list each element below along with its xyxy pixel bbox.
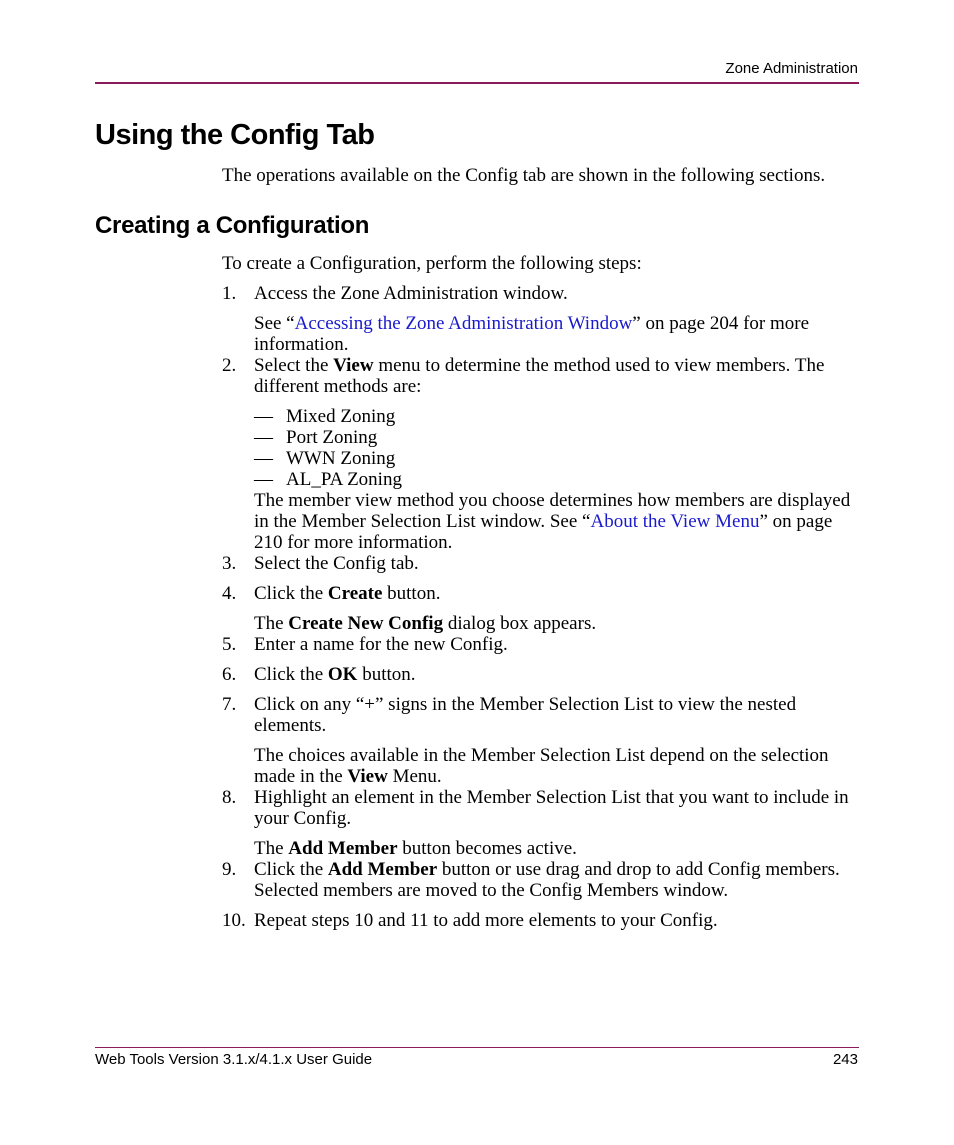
step-7: 7. Click on any “+” signs in the Member Selection List to view the nested elements.: [222, 694, 797, 736]
step-4: 4. Click the Create button.: [222, 583, 441, 604]
step-text: Access the Zone Administration window.: [254, 283, 568, 304]
em-dash: —: [254, 406, 273, 427]
step-5: 5. Enter a name for the new Config.: [222, 634, 508, 655]
step-number: 4.: [222, 583, 237, 604]
step-9: 9. Click the Add Member button or use drag and drop to add Config members. Selected members are moved to the Config Members window.: [222, 859, 840, 901]
intro-paragraph: The operations available on the Config tab are shown in the following sections.: [222, 165, 826, 186]
em-dash: —: [254, 448, 273, 469]
bold-term: Add Member: [288, 838, 398, 859]
step-8-note: The Add Member button becomes active.: [254, 838, 577, 859]
page-number: 243: [832, 1051, 858, 1068]
step-number: 10.: [222, 910, 246, 931]
cross-reference-link[interactable]: About the View Menu: [590, 511, 760, 532]
step-1-note: See “Accessing the Zone Administration Window” on page 204 for more information.: [254, 313, 810, 355]
step-number: 2.: [222, 355, 237, 376]
bold-term: View: [333, 355, 374, 376]
section-title: Creating a Configuration: [95, 212, 370, 239]
bold-term: OK: [327, 664, 358, 685]
method-item: — Port Zoning: [254, 427, 378, 448]
em-dash: —: [254, 469, 273, 490]
em-dash: —: [254, 427, 273, 448]
step-8: 8. Highlight an element in the Member Selection List that you want to include in your Config.: [222, 787, 849, 829]
method-item: — WWN Zoning: [254, 448, 396, 469]
bold-term: Create: [327, 583, 383, 604]
step-number: 5.: [222, 634, 237, 655]
step-2-note: The member view method you choose determines how members are displayed in the Member Selection List window. See “About the View Menu” on page 210 for more information.: [254, 490, 851, 553]
method-item: — Mixed Zoning: [254, 406, 396, 427]
step-number: 9.: [222, 859, 237, 880]
step-number: 3.: [222, 553, 237, 574]
running-header: Zone Administration: [725, 60, 858, 77]
step-number: 6.: [222, 664, 237, 685]
page-title: Using the Config Tab: [95, 119, 375, 151]
step-1: [222, 283, 862, 304]
procedure-lead: To create a Configuration, perform the following steps:: [222, 253, 642, 274]
step-3: 3. Select the Config tab.: [222, 553, 419, 574]
step-10: 10. Repeat steps 10 and 11 to add more elements to your Config.: [222, 910, 718, 931]
step-6: 6. Click the OK button.: [222, 664, 416, 685]
step-number: 7.: [222, 694, 237, 715]
header-rule: [95, 82, 859, 84]
method-item: — AL_PA Zoning: [254, 469, 402, 490]
footer-doc-title: Web Tools Version 3.1.x/4.1.x User Guide: [95, 1051, 373, 1068]
step-number: 8.: [222, 787, 237, 808]
footer-rule: [95, 1047, 859, 1048]
step-7-note: The choices available in the Member Selection List depend on the selection made in the View Menu.: [254, 745, 829, 787]
step-2: 2. Select the View menu to determine the method used to view members. The different methods are:: [222, 355, 825, 397]
step-4-note: The Create New Config dialog box appears.: [254, 613, 597, 634]
bold-term: View: [347, 766, 388, 787]
bold-term: Create New Config: [288, 613, 444, 634]
bold-term: Add Member: [327, 859, 438, 880]
cross-reference-link[interactable]: Accessing the Zone Administration Window: [294, 313, 633, 334]
procedure: [222, 253, 862, 940]
step-number: 1.: [222, 283, 237, 304]
